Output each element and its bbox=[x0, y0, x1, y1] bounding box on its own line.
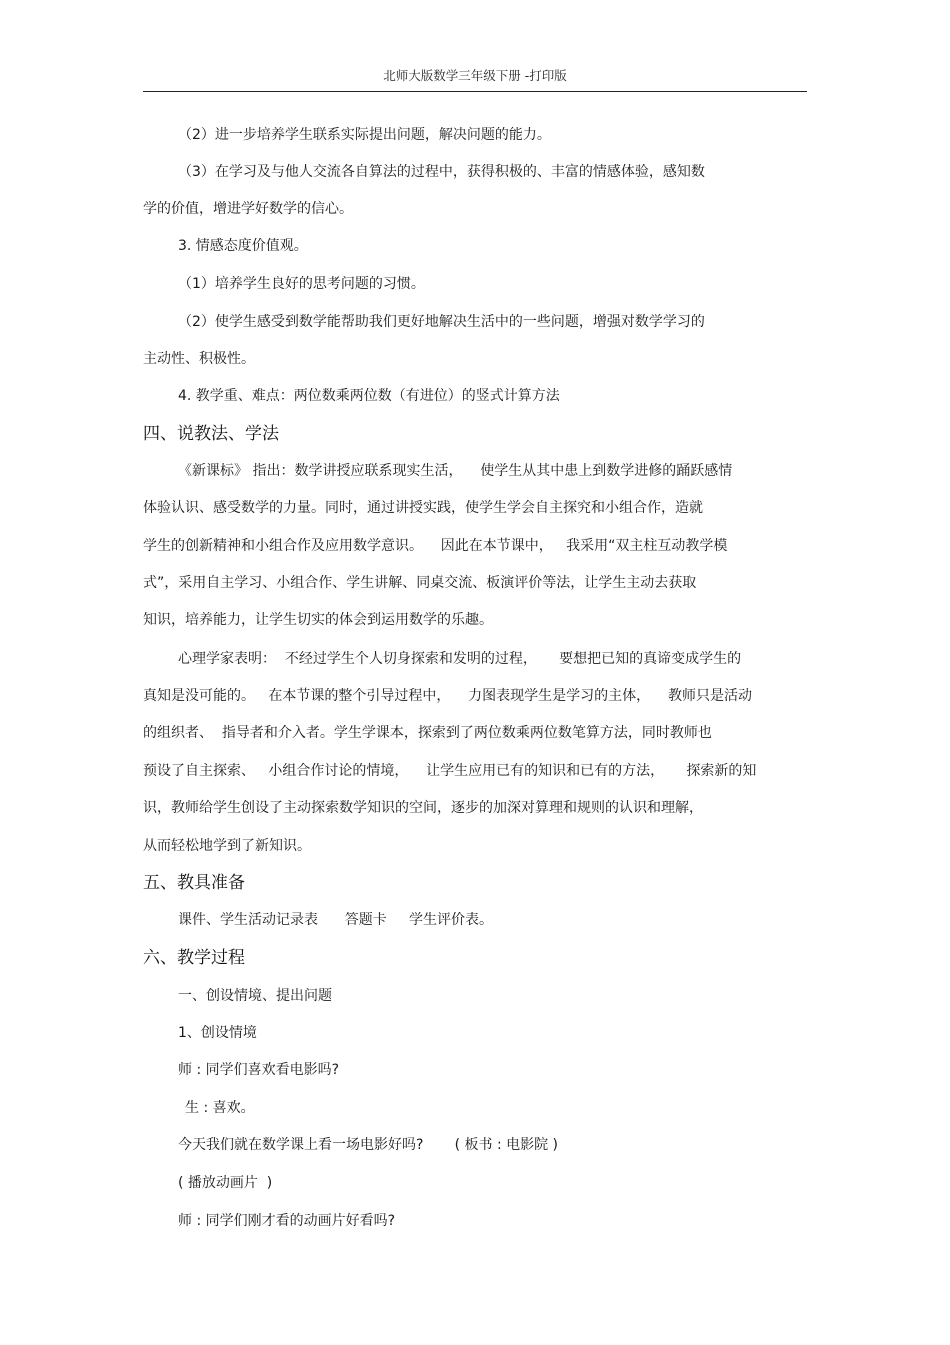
text-line: 识，教师给学生创设了主动探索数学知识的空间，逐步的加深对算理和规则的认识和理解， bbox=[143, 800, 703, 816]
page-header: 北师大版数学三年级下册 -打印版 bbox=[383, 68, 567, 83]
section-heading: 四、说教法、学法 bbox=[143, 424, 279, 444]
section-heading: 五、教具准备 bbox=[143, 873, 245, 893]
text-line: （2）使学生感受到数学能帮助我们更好地解决生活中的一些问题，增强对数学学习的 bbox=[178, 314, 705, 330]
text-line: 师 : 同学们喜欢看电影吗? bbox=[178, 1062, 340, 1078]
text-line: 主动性、积极性。 bbox=[143, 351, 255, 367]
text-line: 1、创设情境 bbox=[178, 1025, 257, 1041]
text-line: 体验认识、感受数学的力量。同时，通过讲授实践，使学生学会自主探究和小组合作，造就 bbox=[143, 500, 703, 516]
text-line: 生 : 喜欢。 bbox=[185, 1100, 255, 1116]
text-line: 心理学家表明： 不经过学生个人切身探索和发明的过程， 要想把已知的真谛变成学生的 bbox=[178, 651, 742, 667]
text-line: （2）进一步培养学生联系实际提出问题，解决问题的能力。 bbox=[178, 127, 551, 143]
section-heading: 六、教学过程 bbox=[143, 948, 245, 968]
text-line: 学生的创新精神和小组合作及应用数学意识。 因此在本节课中， 我采用“双主柱互动教学模 bbox=[143, 538, 728, 554]
text-line: （3）在学习及与他人交流各自算法的过程中，获得积极的、丰富的情感体验，感知数 bbox=[178, 164, 705, 180]
text-line: 学的价值，增进学好数学的信心。 bbox=[143, 201, 353, 217]
text-line: 的组织者、 指导者和介入者。学生学课本，探索到了两位数乘两位数笔算方法，同时教师也 bbox=[143, 725, 712, 741]
text-line: 知识，培养能力，让学生切实的体会到运用数学的乐趣。 bbox=[143, 612, 493, 628]
text-line: ( 播放动画片 ) bbox=[178, 1175, 273, 1191]
text-line: 从而轻松地学到了新知识。 bbox=[143, 838, 311, 854]
header-rule bbox=[143, 91, 807, 92]
text-line: 今天我们就在数学课上看一场电影好吗? ( 板书 : 电影院 ) bbox=[178, 1137, 559, 1153]
text-line: 《新课标》 指出：数学讲授应联系现实生活， 使学生从其中患上到数学进修的踊跃感情 bbox=[178, 463, 733, 479]
text-line: 3. 情感态度价值观。 bbox=[178, 238, 308, 254]
text-line: 一、创设情境、提出问题 bbox=[178, 988, 332, 1004]
text-line: 师 : 同学们刚才看的动画片好看吗? bbox=[178, 1213, 396, 1229]
text-line: 4. 教学重、难点：两位数乘两位数（有进位）的竖式计算方法 bbox=[178, 388, 560, 404]
text-line: 课件、学生活动记录表 答题卡 学生评价表。 bbox=[178, 912, 493, 928]
text-line: （1）培养学生良好的思考问题的习惯。 bbox=[178, 276, 425, 292]
text-line: 真知是没可能的。 在本节课的整个引导过程中， 力图表现学生是学习的主体， 教师只是活动 bbox=[143, 688, 752, 704]
text-line: 预设了自主探索、 小组合作讨论的情境， 让学生应用已有的知识和已有的方法， 探索新的知 bbox=[143, 763, 757, 779]
text-line: 式”，采用自主学习、小组合作、学生讲解、同桌交流、板演评价等法，让学生主动去获取 bbox=[143, 575, 697, 591]
